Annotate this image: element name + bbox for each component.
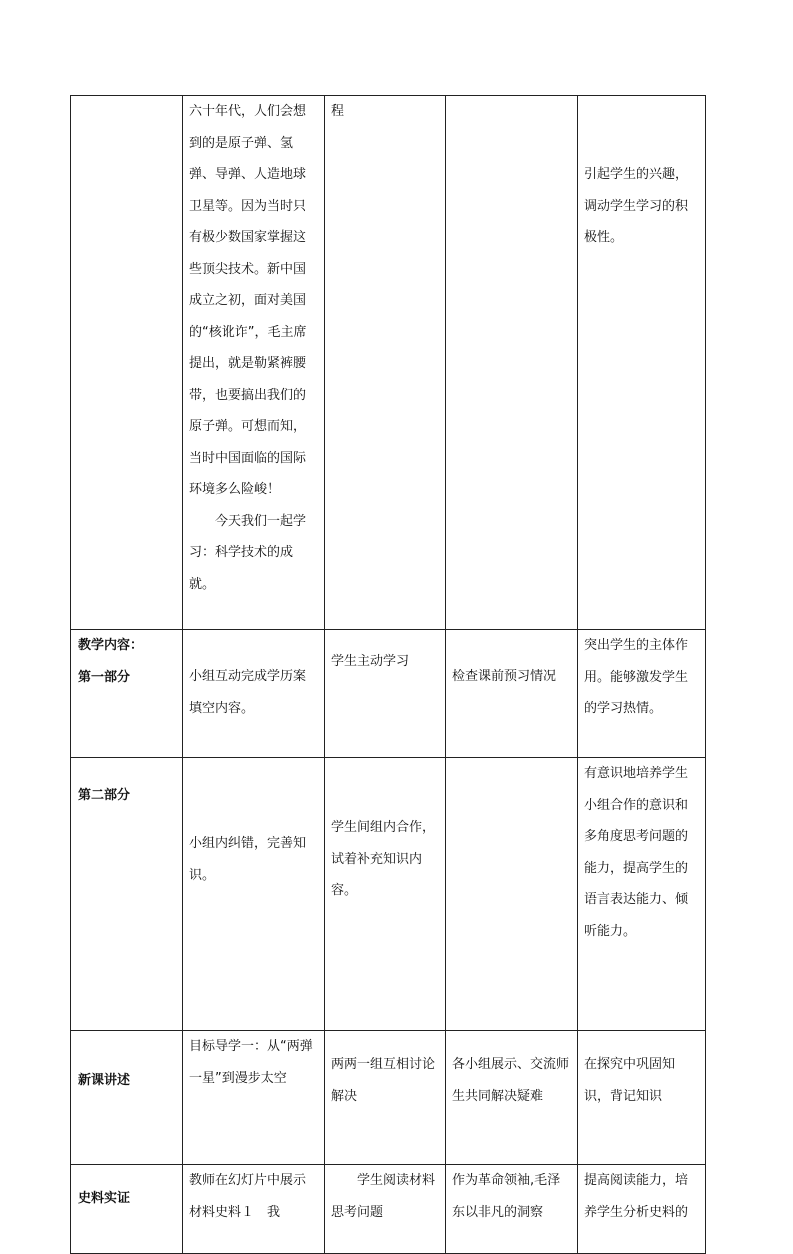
section-label-cell: 教学内容： 第一部分 <box>71 630 183 758</box>
section-label-cell <box>71 96 183 630</box>
student-activity-cell: 学生主动学习 <box>325 630 446 758</box>
table-row <box>71 630 706 758</box>
paragraph: 六十年代，人们会想到的是原子弹、氢弹、导弹、人造地球卫星等。因为当时只有极少数国家掌握这些顶尖技术。新中国成立之初，面对美国的“核讹诈”，毛主席提出，就是勒紧裤腰带，也要搞出我们的原子弹。可想而知，当时中国面临的国际环境多么险峻！ <box>189 104 307 497</box>
student-activity-cell: 学生阅读材料思考问题 <box>325 1165 446 1254</box>
teacher-activity-cell: 检查课前预习情况 <box>446 630 578 758</box>
section-label-cell: 新课讲述 <box>71 1031 183 1165</box>
teacher-content-cell: 小组互动完成学历案填空内容。 <box>183 630 325 758</box>
table-row <box>71 1165 706 1254</box>
design-intent-cell: 引起学生的兴趣，调动学生学习的积极性。 <box>578 96 706 630</box>
table-row <box>71 96 706 630</box>
lesson-plan-table <box>70 95 706 1254</box>
teacher-activity-cell <box>446 758 578 1031</box>
student-activity-cell: 学生间组内合作，试着补充知识内容。 <box>325 758 446 1031</box>
teacher-content-cell: 教师在幻灯片中展示材料史料１ 我 <box>183 1165 325 1254</box>
section-label-cell: 史料实证 <box>71 1165 183 1254</box>
teacher-content-cell <box>183 96 325 630</box>
design-intent-cell: 突出学生的主体作用。能够激发学生的学习热情。 <box>578 630 706 758</box>
design-intent-cell: 提高阅读能力，培养学生分析史料的 <box>578 1165 706 1254</box>
teacher-activity-cell: 各小组展示、交流师生共同解决疑难 <box>446 1031 578 1165</box>
design-intent-cell: 有意识地培养学生小组合作的意识和多角度思考问题的能力，提高学生的语言表达能力、倾听能力。 <box>578 758 706 1031</box>
student-activity-cell: 两两一组互相讨论解决 <box>325 1031 446 1165</box>
teacher-activity-cell <box>446 96 578 630</box>
teacher-content-cell: 小组内纠错，完善知识。 <box>183 758 325 1031</box>
paragraph: 今天我们一起学习：科学技术的成就。 <box>189 513 307 592</box>
teacher-content-cell: 目标导学一：从“两弹一星”到漫步太空 <box>183 1031 325 1165</box>
table-row <box>71 758 706 1031</box>
section-label-cell: 第二部分 <box>71 758 183 1031</box>
student-activity-cell: 程 <box>325 96 446 630</box>
design-intent-cell: 在探究中巩固知识，背记知识 <box>578 1031 706 1165</box>
teacher-activity-cell: 作为革命领袖,毛泽东以非凡的洞察 <box>446 1165 578 1254</box>
table-row <box>71 1031 706 1165</box>
